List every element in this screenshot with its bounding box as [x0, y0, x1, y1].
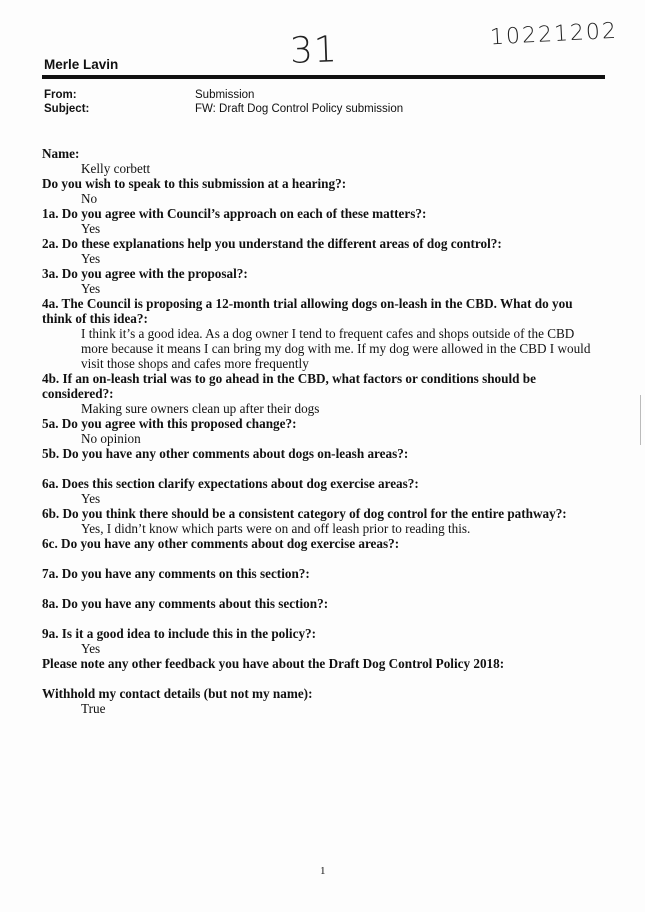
- handwritten-submission-number: 31: [289, 29, 339, 72]
- form-question: 6c. Do you have any other comments about dog exercise areas?:: [42, 536, 400, 551]
- blank-answer: [42, 671, 602, 686]
- subject-label: Subject:: [44, 103, 90, 115]
- form-answer: Yes: [81, 251, 101, 266]
- form-item: [42, 446, 602, 476]
- form-item: [42, 206, 602, 236]
- form-item: [42, 656, 602, 686]
- form-item: [42, 236, 602, 266]
- form-item: [42, 371, 602, 416]
- form-item: [42, 266, 602, 296]
- form-item: [42, 686, 602, 716]
- form-answer: I think it’s a good idea. As a dog owner I tend to frequent cafes and shops outside of the CBD more because it means I can bring my dog with me. If my dog were allowed in the CBD I would visit those shops and cafes more frequently: [81, 326, 591, 371]
- form-answer: Yes: [81, 491, 101, 506]
- form-answer: Yes: [81, 221, 101, 236]
- form-question: 5b. Do you have any other comments about dogs on-leash areas?:: [42, 446, 409, 461]
- form-answer: True: [81, 701, 106, 716]
- form-question: 9a. Is it a good idea to include this in the policy?:: [42, 626, 317, 641]
- form-item: [42, 566, 602, 596]
- form-question: Name:: [42, 146, 80, 161]
- form-question: 7a. Do you have any comments on this section?:: [42, 566, 310, 581]
- form-question: 8a. Do you have any comments about this section?:: [42, 596, 329, 611]
- subject-value: FW: Draft Dog Control Policy submission: [195, 103, 404, 115]
- form-answer: Kelly corbett: [81, 161, 151, 176]
- from-value: Submission: [195, 89, 255, 101]
- form-question: 3a. Do you agree with the proposal?:: [42, 266, 248, 281]
- form-answer: Making sure owners clean up after their dogs: [81, 401, 320, 416]
- form-item: [42, 176, 602, 206]
- form-item: [42, 476, 602, 506]
- form-item: [42, 506, 602, 536]
- sender-name: Merle Lavin: [44, 57, 119, 72]
- form-item: [42, 146, 602, 176]
- header-divider: [42, 75, 605, 79]
- form-answer: Yes: [81, 641, 101, 656]
- page-number: 1: [320, 865, 326, 877]
- form-question: 4b. If an on-leash trial was to go ahead in the CBD, what factors or conditions should be considered?:: [42, 371, 536, 401]
- form-question: 1a. Do you agree with Council’s approach on each of these matters?:: [42, 206, 427, 221]
- form-answer: No: [81, 191, 98, 206]
- form-answer: No opinion: [81, 431, 141, 446]
- form-question: 2a. Do these explanations help you understand the different areas of dog control?:: [42, 236, 502, 251]
- form-question: Do you wish to speak to this submission at a hearing?:: [42, 176, 347, 191]
- form-item: [42, 296, 602, 371]
- form-question: 6b. Do you think there should be a consistent category of dog control for the entire pathway?:: [42, 506, 567, 521]
- form-item: [42, 416, 602, 446]
- form-question: 6a. Does this section clarify expectations about dog exercise areas?:: [42, 476, 419, 491]
- form-item: [42, 626, 602, 656]
- blank-answer: [42, 551, 602, 566]
- form-answer: Yes: [81, 281, 101, 296]
- handwritten-reference-number: 10221202: [489, 18, 619, 51]
- form-question: 5a. Do you agree with this proposed change?:: [42, 416, 297, 431]
- form-item: [42, 536, 602, 566]
- form-question: Please note any other feedback you have about the Draft Dog Control Policy 2018:: [42, 656, 505, 671]
- submission-form: [42, 146, 602, 716]
- form-question: Withhold my contact details (but not my name):: [42, 686, 313, 701]
- scan-edge-mark: [640, 395, 641, 445]
- from-label: From:: [44, 89, 77, 101]
- form-question: 4a. The Council is proposing a 12-month trial allowing dogs on-leash in the CBD. What do you think of this idea?:: [42, 296, 573, 326]
- form-item: [42, 596, 602, 626]
- blank-answer: [42, 461, 602, 476]
- blank-answer: [42, 611, 602, 626]
- blank-answer: [42, 581, 602, 596]
- form-answer: Yes, I didn’t know which parts were on and off leash prior to reading this.: [81, 521, 471, 536]
